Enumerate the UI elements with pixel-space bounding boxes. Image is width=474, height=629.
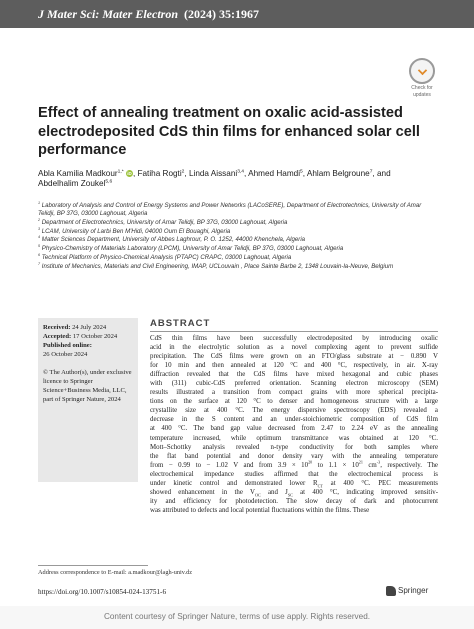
abstract-line: acid in the electrolytic solution as a novel complexing agent to prevent sulfide [150, 344, 438, 352]
courtesy-notice: Content courtesy of Springer Nature, terms of use apply. Rights reserved. [103, 612, 371, 621]
abstract-body [150, 334, 438, 515]
affiliation: $^6$ Technical Platform of Physico-Chemical Analysis (PTAPC) CRAPC, 03000 Laghouat, Algeria [38, 252, 292, 261]
abstract-line: decrease in the S content and an under-stoichiometric composition of CdS film [150, 416, 438, 424]
abstract-line: electrochemical impedance studies affirmed that the electrochemical process is [150, 470, 438, 478]
affiliation: $^7$ Institute of Mechanics, Materials and Civil Engineering, IMAP, UCLouvain , Place Sainte Barbe 2, 1348 Louvain-la-Neuve, Belgium [38, 261, 394, 270]
author-affil-sup: 1,* [117, 169, 124, 175]
received-date: Received: 24 July 2024 [43, 324, 107, 331]
affiliation: $^3$ LCAM, University of Larbi Ben M'Hidi, 04000 Oum El Bouaghi, Algeria [38, 226, 231, 235]
author-list: Abla Kamilia Madkour$^{1,*}$ iD, Fatiha Rogti$^2$, Linda Aissani$^{3,4}$, Ahmed Hamdi$^5$, Ahlam Belgroune$^7$, and Abdelhalim Zoukel$^{5,6}$ [38, 169, 391, 189]
abstract-line: the flat band potential and donor density vary with the annealing temperature [150, 452, 438, 460]
copyright-notice: © The Author(s), under exclusive licence to Springer Science+Business Media, LLC, part of Springer Nature, 2024 [43, 369, 132, 403]
author-affil-sup: 3,4 [237, 169, 245, 175]
published-label: Published online: [43, 342, 92, 349]
doi-link[interactable]: https://doi.org/10.1007/s10854-024-13751-6 [38, 588, 167, 596]
abstract-line: crystallite size at 400 °C. The energy dispersive spectroscopy (EDS) revealed a [150, 407, 438, 415]
journal-name: J Mater Sci: Mater Electron [38, 7, 178, 21]
published-date: 26 October 2024 [43, 351, 88, 358]
springer-logo: Springer [386, 586, 428, 596]
check-updates-icon [409, 58, 435, 84]
abstract-line: was attributed to defects and local potential fluctuations within the films. These [150, 506, 370, 514]
footnote-divider [38, 565, 148, 566]
accepted-date: Accepted: 17 October 2024 [43, 333, 118, 340]
journal-citation [38, 7, 259, 22]
springer-horse-icon [386, 586, 396, 596]
affiliation: $^1$ Laboratory of Analysis and Control of Energy Systems and Power Networks (LACoSERE), Department of Electrotechnics, University of Amar Telidji, BP 37G, 03000 Laghouat, Algeria [38, 200, 422, 217]
abstract-line: tions on the surface at 120 °C to denser and homogeneous structure with a large [150, 398, 438, 406]
author-name[interactable]: Ahlam Belgroune [306, 169, 370, 178]
abstract-line: temperature increased, while optimum transmittance was obtained at 120 °C. [150, 434, 438, 442]
article-history-sidebar [38, 318, 138, 482]
author-affil-sup: 5 [300, 169, 303, 175]
affiliation: $^2$ Department of Electrotechnics, University of Amar Telidji, BP 37G, 03000 Laghouat, Algeria [38, 217, 288, 226]
orcid-icon[interactable]: iD [127, 171, 132, 177]
author-name[interactable]: Fatiha Rogti [137, 169, 182, 178]
abstract-line: with (311) cubic-CdS preferred orientation. Scanning electron microscopy (SEM) [150, 380, 438, 388]
abstract-line: showed enhancement in the $V_{OC}$ and $J_{SC}$ at 400 °C, indicating improved sensitiv- [150, 488, 438, 498]
check-updates-label-2: updates [413, 92, 431, 98]
author-affil-sup: 7 [369, 169, 373, 175]
abstract-line: under kinetic control and demonstrated lower $R_{CT}$ at 400 °C. PEC measurements [150, 479, 438, 489]
check-for-updates-badge[interactable] [408, 58, 436, 98]
abstract-line: Mott–Schottky analysis revealed n-type conductivity for both samples where [150, 443, 438, 451]
author-affil-sup: 5,6 [105, 179, 113, 185]
abstract-line: CdS thin films have been successfully electrodeposited by introducing oxalic [150, 335, 438, 342]
author-name[interactable]: Abla Kamilia Madkour [38, 169, 118, 178]
abstract-line: results illustrated a transition from compact grains with more spherical precipita- [150, 389, 438, 397]
abstract-line: ity and efficiency for photodetection. The slow decay of dark and photocurrent [150, 497, 438, 505]
abstract-line: at 400 °C. The band gap value decreased from 2.47 to 2.24 eV as the annealing [150, 425, 438, 433]
abstract-divider [150, 331, 438, 332]
article-title: Effect of annealing treatment on oxalic acid-assisted electrodeposited CdS thin films for enhanced solar cell performance [38, 105, 420, 158]
abstract-line: from − 0.99 to − 1.02 V and from $3.9 \times 10^{20}$ to $1.1 \times 10^{21}$ $cm^{-3}$, respectively. The [150, 459, 438, 469]
affiliation: $^5$ Physico-Chemistry of Materials Laboratory (LPCM), University of Amar Telidji, BP 37G, 03000 Laghouat, Algeria [38, 244, 344, 253]
journal-volume: (2024) 35:1967 [184, 7, 259, 21]
author-name[interactable]: Abdelhalim Zoukel [38, 179, 106, 189]
abstract-heading: ABSTRACT [150, 318, 211, 329]
journal-header-bar [0, 0, 474, 28]
abstract-line: precipitation. The CdS films were grown on an FTO/glass substrate at − 0.890 V [150, 353, 438, 361]
author-name[interactable]: Linda Aissani [188, 169, 238, 178]
affiliation-list [38, 202, 438, 272]
author-affil-sup: 2 [181, 169, 185, 175]
check-updates-label-1: Check for [411, 85, 433, 91]
abstract-line: for 10 min and then annealed at 120 °C and 400 °C, respectively, in air. X-ray [150, 362, 438, 370]
abstract-line: diffraction revealed that the CdS films have mixed hexagonal and cubic phases [150, 371, 438, 379]
correspondence-footnote: Address correspondence to E-mail: a.madkour@lagh-univ.dz [38, 569, 193, 576]
affiliation: $^4$ Matter Sciences Department, University of Abbes Laghrour, P. O. 1252, 44000 Khenchela, Algeria [38, 235, 306, 244]
author-name[interactable]: Ahmed Hamdi [248, 169, 301, 178]
